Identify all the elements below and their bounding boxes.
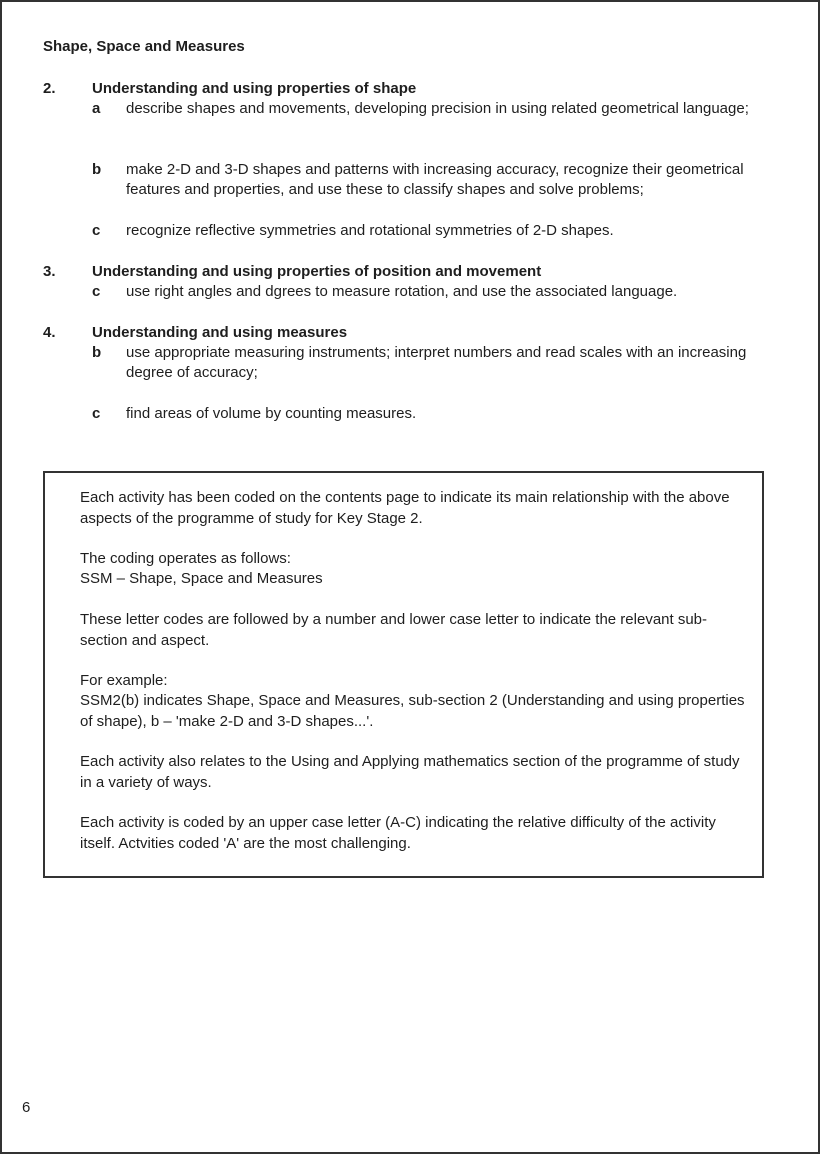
section-number: 2. [43,80,56,97]
section-heading-text: Understanding and using properties of position and movement [92,263,542,280]
info-paragraph: For example: [80,672,168,689]
section-heading-text: Understanding and using measures [92,324,348,341]
item-letter: b [92,344,102,361]
info-paragraph: The coding operates as follows: [80,550,291,567]
coding-info-box [43,471,764,878]
info-paragraph: Each activity has been coded on the contents page to indicate its main relationship with the above aspects of the programme of study for Key Stage 2. [80,489,730,527]
section-heading-text: Understanding and using properties of shape [92,80,417,97]
section-number: 3. [43,263,56,280]
info-paragraph: Each activity also relates to the Using and Applying mathematics section of the programme of study in a variety of ways. [80,753,740,791]
info-paragraph: SSM – Shape, Space and Measures [80,570,323,587]
item-text: find areas of volume by counting measures. [126,405,417,422]
item-letter: a [92,100,101,117]
item-text: recognize reflective symmetries and rotational symmetries of 2-D shapes. [126,222,614,239]
info-paragraph: These letter codes are followed by a number and lower case letter to indicate the relevant sub-section and aspect. [80,611,708,649]
info-paragraph: Each activity is coded by an upper case letter (A-C) indicating the relative difficulty of the activity itself. Actvities coded 'A' are the most challenging. [80,814,716,852]
page-number: 6 [22,1099,31,1116]
info-paragraph: SSM2(b) indicates Shape, Space and Measures, sub-section 2 (Understanding and using properties of shape), b – 'make 2-D and 3-D shapes...'. [80,692,745,730]
item-letter: c [92,283,101,300]
item-letter: c [92,405,101,422]
section-number: 4. [43,324,56,341]
section-title: Shape, Space and Measures [43,38,245,55]
item-text: use right angles and dgrees to measure rotation, and use the associated language. [126,283,678,300]
item-text: describe shapes and movements, developing precision in using related geometrical language; [126,100,749,117]
item-text: make 2-D and 3-D shapes and patterns with increasing accuracy, recognize their geometrical features and properties, and use these to classify shapes and solve problems; [126,161,744,198]
item-text: use appropriate measuring instruments; interpret numbers and read scales with an increasing degree of accuracy; [126,344,747,381]
item-letter: b [92,161,102,178]
item-letter: c [92,222,101,239]
